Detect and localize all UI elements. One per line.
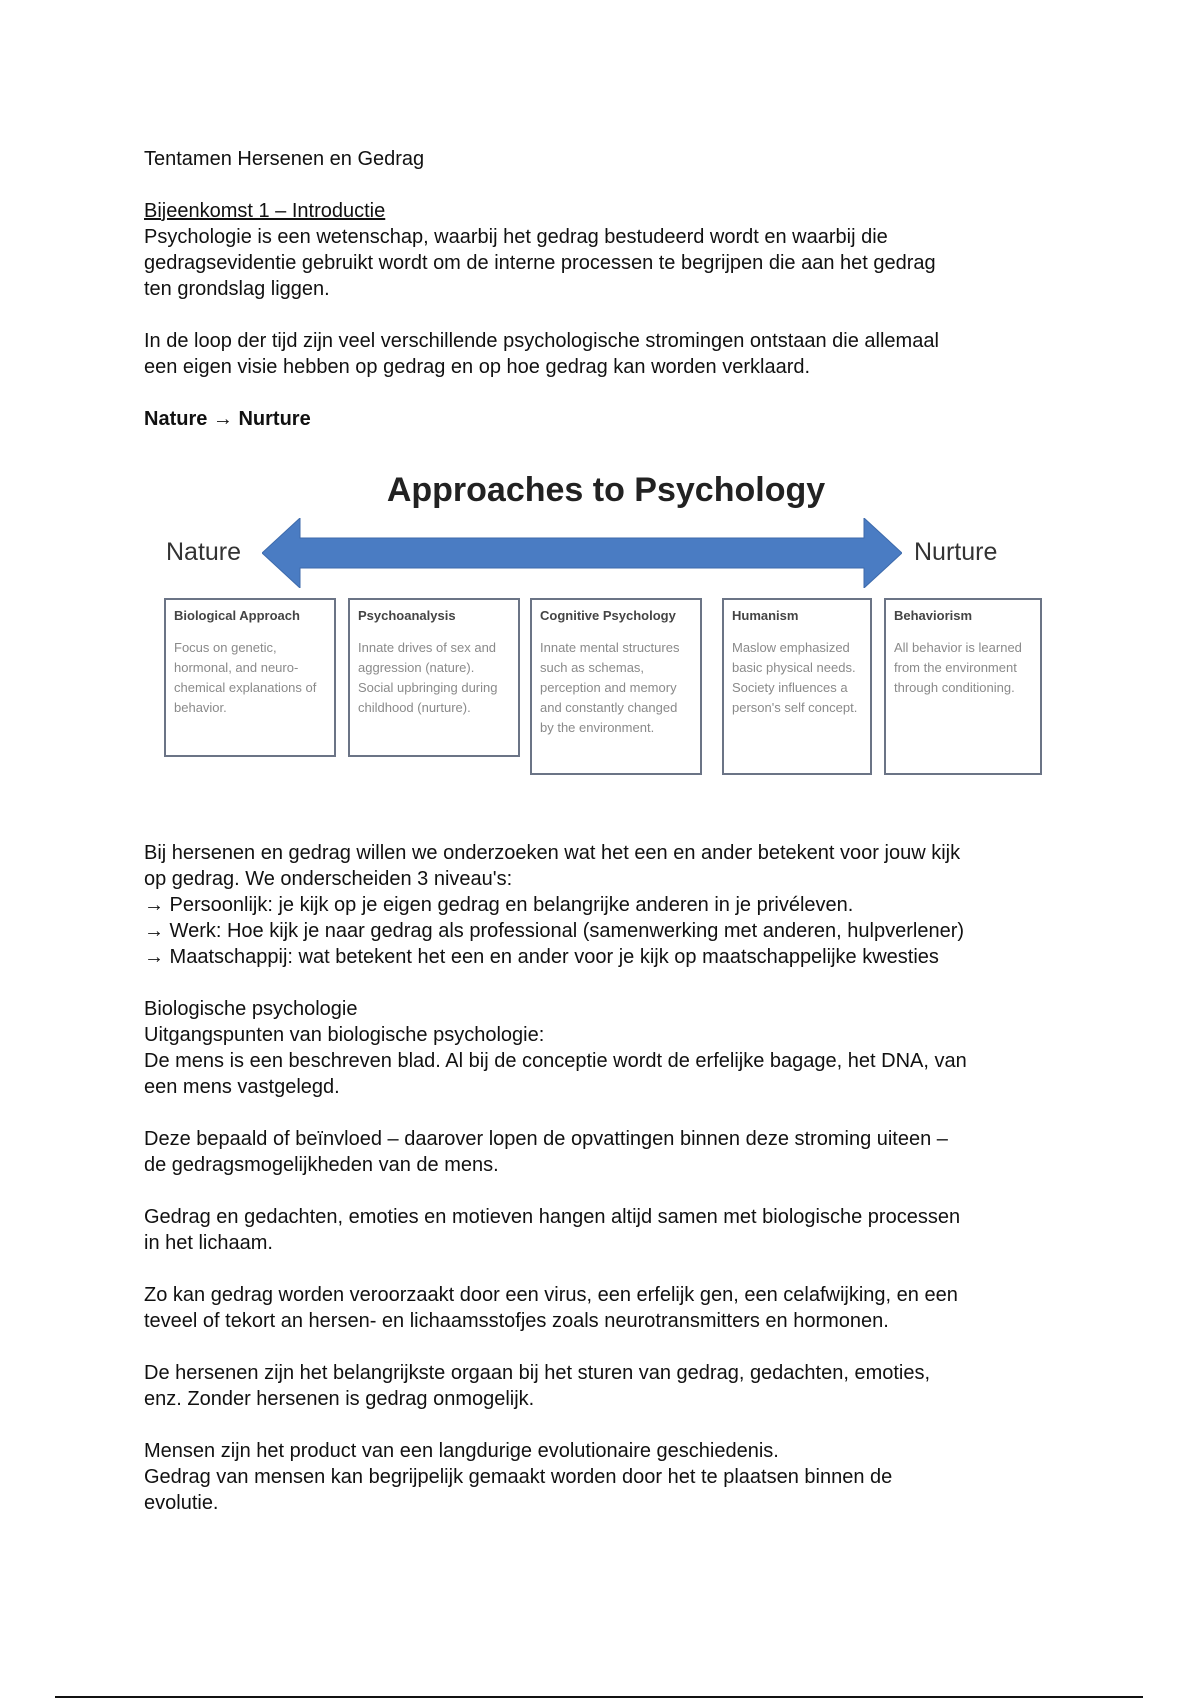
text-line: een eigen visie hebben op gedrag en op hoe gedrag kan worden verklaard.	[144, 356, 811, 378]
document-title: Tentamen Hersenen en Gedrag	[144, 148, 425, 170]
nature-label: Nature	[166, 538, 242, 566]
approach-name: Behaviorism	[894, 608, 973, 623]
brain-paragraph	[144, 1360, 1064, 1412]
gedrag-paragraph	[144, 1204, 1064, 1256]
text-line: Psychologie is een wetenschap, waarbij het gedrag bestudeerd wordt en waarbij die	[144, 226, 888, 248]
text-line: een mens vastgelegd.	[144, 1076, 340, 1098]
text-line: op gedrag. We onderscheiden 3 niveau's:	[144, 868, 513, 890]
subheading: Biologische psychologie	[144, 998, 358, 1020]
text-line: Gedrag en gedachten, emoties en motieven hangen altijd samen met biologische processen	[144, 1206, 961, 1228]
bullet-personal: → Persoonlijk: je kijk op je eigen gedrag en belangrijke anderen in je privéleven.	[144, 894, 854, 916]
text-line: De hersenen zijn het belangrijkste orgaan bij het sturen van gedrag, gedachten, emoties,	[144, 1362, 931, 1384]
approach-name: Psychoanalysis	[358, 608, 456, 623]
document-top-content	[144, 146, 1064, 432]
text-line: enz. Zonder hersenen is gedrag onmogelijk.	[144, 1388, 535, 1410]
causes-paragraph	[144, 1282, 1064, 1334]
text-line: Uitgangspunten van biologische psychologie:	[144, 1024, 545, 1046]
text-line: Bij hersenen en gedrag willen we onderzoeken wat het een en ander betekent voor jouw kijk	[144, 842, 961, 864]
page-footer-rule	[55, 1696, 1143, 1698]
diagram-title-text: Approaches to Psychology	[386, 471, 826, 509]
approach-description: Innate mental structures such as schemas, perception and memory and constantly changed by the environment.	[540, 640, 680, 735]
text-line: In de loop der tijd zijn veel verschillende psychologische stromingen ontstaan die allemaal	[144, 330, 939, 352]
double-arrow-icon	[262, 518, 902, 588]
approach-box-psychoanalysis	[348, 598, 520, 757]
double-arrow-shape	[262, 518, 902, 588]
section-heading: Bijeenkomst 1 – Introductie	[144, 200, 386, 222]
approach-description: Maslow emphasized basic physical needs. Society influences a person's self concept.	[732, 640, 858, 715]
bullet-society: → Maatschappij: wat betekent het een en ander voor je kijk op maatschappelijke kwesties	[144, 946, 939, 968]
bullet-work: → Werk: Hoe kijk je naar gedrag als professional (samenwerking met anderen, hulpverlener)	[144, 920, 965, 942]
nature-nurture-heading: Nature → Nurture	[144, 408, 311, 430]
approach-description: Focus on genetic, hormonal, and neuro-chemical explanations of behavior.	[174, 640, 317, 715]
intro-paragraph	[144, 224, 1064, 302]
text-line: ten grondslag liggen.	[144, 278, 330, 300]
text-line: De mens is een beschreven blad. Al bij de conceptie wordt de erfelijke bagage, het DNA, van	[144, 1050, 967, 1072]
nurture-label: Nurture	[914, 538, 998, 566]
approach-name: Humanism	[732, 608, 799, 623]
approach-box-biological	[164, 598, 336, 757]
approaches-diagram	[144, 455, 1056, 785]
document-lower-content	[144, 840, 1064, 1516]
approach-box-behaviorism	[884, 598, 1042, 775]
streams-paragraph	[144, 328, 1064, 380]
approach-name: Cognitive Psychology	[540, 608, 676, 623]
text-line: teveel of tekort an hersen- en lichaamsstofjes zoals neurotransmitters en hormonen.	[144, 1310, 889, 1332]
text-line: in het lichaam.	[144, 1232, 273, 1254]
text-line: gedragsevidentie gebruikt wordt om de interne processen te begrijpen die aan het gedrag	[144, 252, 936, 274]
evolution-paragraph	[144, 1438, 1064, 1516]
levels-paragraph	[144, 840, 1064, 970]
biological-paragraph	[144, 996, 1064, 1100]
approach-box-cognitive	[530, 598, 702, 775]
text-line: de gedragsmogelijkheden van de mens.	[144, 1154, 499, 1176]
text-line: Gedrag van mensen kan begrijpelijk gemaakt worden door het te plaatsen binnen de	[144, 1466, 893, 1488]
text-line: Mensen zijn het product van een langdurige evolutionaire geschiedenis.	[144, 1440, 779, 1462]
text-line: Deze bepaald of beïnvloed – daarover lopen de opvattingen binnen deze stroming uiteen –	[144, 1128, 948, 1150]
approach-box-humanism	[722, 598, 872, 775]
diagram-title	[144, 471, 1056, 510]
approach-description: Innate drives of sex and aggression (nature). Social upbringing during childhood (nurture).	[358, 640, 498, 715]
approach-name: Biological Approach	[174, 608, 300, 623]
text-line: Zo kan gedrag worden veroorzaakt door een virus, een erfelijk gen, een celafwijking, en een	[144, 1284, 958, 1306]
approach-description: All behavior is learned from the environment through conditioning.	[894, 640, 1022, 695]
deze-paragraph	[144, 1126, 1064, 1178]
text-line: evolutie.	[144, 1492, 219, 1514]
